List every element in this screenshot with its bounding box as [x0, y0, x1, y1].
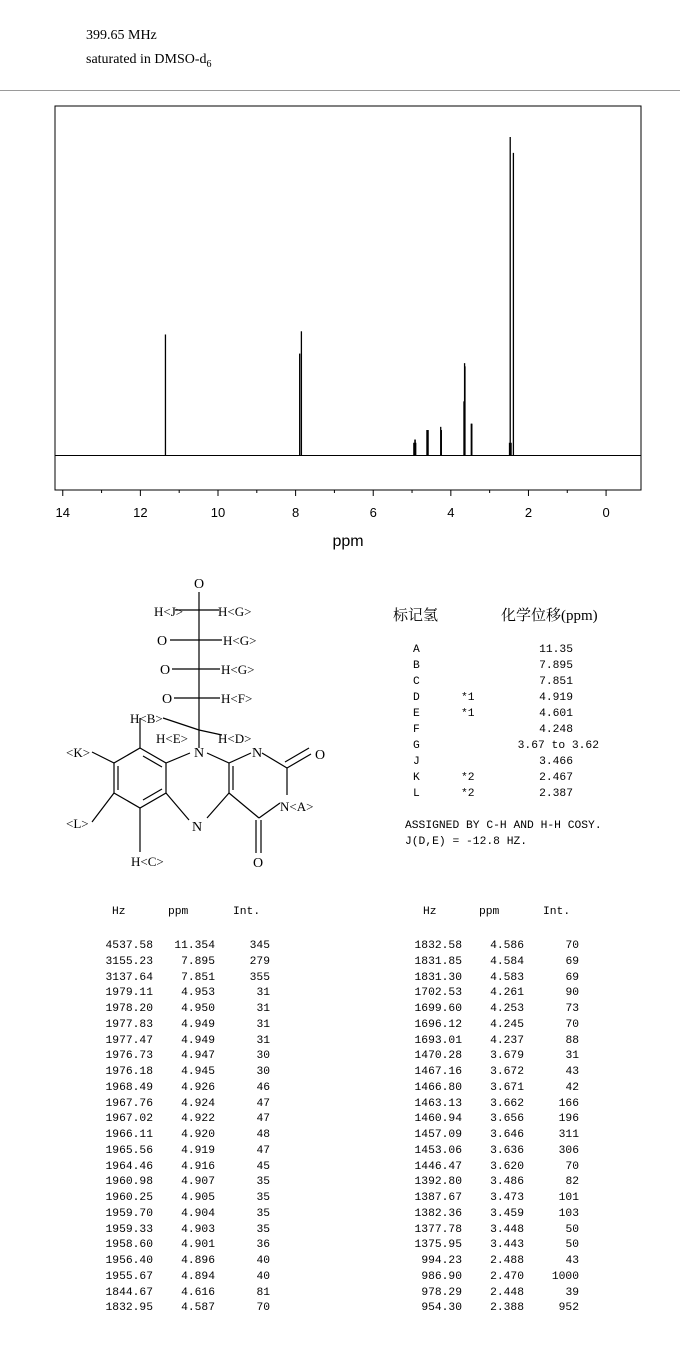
table-row — [0, 1271, 680, 1286]
col-ppm-left: ppm — [168, 906, 189, 918]
cell-ppm: 3.443 — [490, 1239, 524, 1252]
cell-hz: 1831.85 — [414, 955, 462, 968]
cell-ppm: 7.895 — [181, 955, 215, 968]
cell-int: 103 — [558, 1207, 579, 1220]
cell-hz: 1977.83 — [105, 1018, 153, 1031]
cell-int: 196 — [558, 1113, 579, 1126]
table-row — [0, 1066, 680, 1081]
assignment-label: A — [413, 644, 420, 656]
table-row — [0, 972, 680, 987]
cell-ppm: 4.894 — [181, 1270, 215, 1283]
cell-hz: 1832.58 — [414, 940, 462, 952]
cell-int: 81 — [256, 1286, 270, 1299]
cell-ppm: 3.620 — [490, 1160, 524, 1173]
cell-ppm: 2.448 — [490, 1286, 524, 1299]
assignment-table — [393, 604, 673, 848]
cell-ppm: 4.922 — [181, 1113, 215, 1126]
assignment-note-2: J(D,E) = -12.8 HZ. — [405, 836, 528, 848]
x-tick-label: 12 — [133, 505, 148, 520]
cell-hz: 1457.09 — [414, 1129, 462, 1141]
peak-table-header — [0, 906, 680, 921]
cell-ppm: 4.953 — [181, 987, 215, 1000]
assignment-header-label: 标记氢 — [393, 608, 439, 624]
assignment-shift: 3.67 to 3.62 — [517, 740, 599, 752]
assignment-note: *2 — [461, 788, 475, 800]
cell-hz: 1470.28 — [414, 1050, 462, 1063]
table-row — [0, 1050, 680, 1065]
cell-hz: 1832.95 — [105, 1302, 153, 1315]
x-tick-label: 0 — [602, 505, 610, 520]
atom-o-c2: O — [314, 748, 326, 763]
assignment-label: D — [413, 692, 420, 704]
cell-ppm: 4.587 — [181, 1302, 215, 1315]
cell-hz: 1387.67 — [414, 1192, 462, 1204]
cell-hz: 1966.11 — [105, 1129, 153, 1141]
table-row — [0, 1082, 680, 1097]
cell-ppm: 3.486 — [490, 1176, 524, 1189]
cell-hz: 1693.01 — [414, 1034, 462, 1047]
cell-ppm: 4.919 — [181, 1144, 215, 1157]
cell-ppm: 4.945 — [181, 1066, 215, 1078]
label-l: <L> — [66, 816, 89, 831]
cell-hz: 1968.49 — [105, 1081, 153, 1094]
label-h-e: H<E> — [156, 731, 188, 746]
x-tick-label: 14 — [55, 505, 70, 520]
cell-hz: 1967.76 — [105, 1097, 153, 1110]
table-row — [0, 1302, 680, 1317]
atom-o-2: O — [159, 663, 171, 678]
plot-frame — [55, 106, 641, 490]
cell-ppm: 3.672 — [490, 1066, 524, 1078]
label-k: <K> — [66, 745, 91, 760]
assignment-shift: 2.467 — [539, 772, 573, 784]
atom-n10: N — [193, 746, 205, 761]
cell-ppm: 4.949 — [181, 1034, 215, 1047]
cell-int: 40 — [256, 1270, 270, 1283]
table-row — [0, 1161, 680, 1176]
cell-int: 306 — [558, 1144, 579, 1157]
cell-ppm: 4.584 — [490, 955, 524, 968]
cell-hz: 1959.33 — [105, 1223, 153, 1236]
cell-ppm: 4.896 — [181, 1255, 215, 1267]
assignment-header — [393, 604, 673, 628]
cell-int: 311 — [558, 1129, 579, 1141]
assignment-label: K — [413, 772, 420, 784]
cell-ppm: 3.448 — [490, 1223, 524, 1236]
atom-n5: N — [191, 820, 203, 835]
atom-o-c4: O — [252, 856, 264, 871]
cell-int: 48 — [256, 1129, 270, 1141]
assignment-shift: 3.466 — [539, 756, 573, 768]
assignment-row — [393, 788, 673, 804]
cell-int: 42 — [565, 1081, 579, 1094]
cell-ppm: 4.926 — [181, 1081, 215, 1094]
cell-int: 70 — [565, 1160, 579, 1173]
cell-hz: 1460.94 — [414, 1113, 462, 1126]
cell-hz: 986.90 — [421, 1270, 462, 1283]
cell-hz: 1979.11 — [105, 987, 153, 1000]
x-axis-label: ppm — [332, 533, 364, 550]
cell-int: 46 — [256, 1081, 270, 1094]
table-row — [0, 1287, 680, 1302]
cell-ppm: 4.949 — [181, 1018, 215, 1031]
spectrum-header — [86, 24, 212, 77]
table-row — [0, 1098, 680, 1113]
assignment-shift: 11.35 — [539, 644, 573, 656]
assignment-row — [393, 708, 673, 724]
label-h-c: H<C> — [131, 854, 164, 869]
cell-int: 88 — [565, 1034, 579, 1047]
cell-ppm: 4.253 — [490, 1003, 524, 1015]
cell-hz: 1976.73 — [105, 1050, 153, 1063]
cell-ppm: 4.245 — [490, 1018, 524, 1031]
cell-int: 39 — [565, 1286, 579, 1299]
cell-int: 70 — [565, 1018, 579, 1031]
cell-int: 69 — [565, 955, 579, 968]
assignment-row — [393, 756, 673, 772]
cell-int: 82 — [565, 1176, 579, 1189]
peak-table — [0, 906, 680, 1346]
cell-hz: 994.23 — [421, 1255, 462, 1267]
cell-int: 90 — [565, 987, 579, 1000]
cell-int: 47 — [256, 1097, 270, 1110]
assignment-shift: 7.851 — [539, 676, 573, 688]
cell-int: 35 — [256, 1192, 270, 1204]
label-h-d: H<D> — [218, 731, 252, 746]
x-tick-label: 6 — [369, 505, 377, 520]
cell-int: 31 — [256, 1003, 270, 1015]
atom-n1: N — [251, 746, 263, 761]
table-row — [0, 956, 680, 971]
label-h-f: H<F> — [221, 691, 253, 706]
cell-int: 35 — [256, 1176, 270, 1189]
cell-ppm: 4.901 — [181, 1239, 215, 1252]
cell-hz: 4537.58 — [105, 940, 153, 952]
cell-ppm: 4.616 — [181, 1286, 215, 1299]
table-row — [0, 1145, 680, 1160]
cell-hz: 1977.47 — [105, 1034, 153, 1047]
assignment-row — [393, 644, 673, 660]
cell-hz: 1965.56 — [105, 1144, 153, 1157]
cell-ppm: 4.586 — [490, 940, 524, 952]
atom-o-1: O — [156, 634, 168, 649]
cell-ppm: 4.237 — [490, 1034, 524, 1047]
cell-hz: 1377.78 — [414, 1223, 462, 1236]
cell-hz: 1831.30 — [414, 971, 462, 984]
cell-ppm: 4.583 — [490, 971, 524, 984]
cell-int: 43 — [565, 1066, 579, 1078]
cell-ppm: 3.473 — [490, 1192, 524, 1204]
cell-int: 952 — [558, 1302, 579, 1315]
atom-o-3: O — [161, 692, 173, 707]
cell-ppm: 4.903 — [181, 1223, 215, 1236]
cell-ppm: 2.470 — [490, 1270, 524, 1283]
cell-int: 31 — [256, 1018, 270, 1031]
assignment-label: C — [413, 676, 420, 688]
cell-ppm: 3.671 — [490, 1081, 524, 1094]
cell-hz: 1976.18 — [105, 1066, 153, 1078]
x-axis-ticks — [56, 490, 610, 520]
cell-int: 31 — [256, 1034, 270, 1047]
table-row — [0, 1176, 680, 1191]
cell-ppm: 4.924 — [181, 1097, 215, 1110]
cell-hz: 1375.95 — [414, 1239, 462, 1252]
table-row — [0, 1224, 680, 1239]
cell-int: 47 — [256, 1144, 270, 1157]
cell-int: 355 — [249, 971, 270, 984]
cell-int: 50 — [565, 1223, 579, 1236]
cell-int: 166 — [558, 1097, 579, 1110]
cell-hz: 3155.23 — [105, 955, 153, 968]
assignment-row — [393, 692, 673, 708]
col-ppm-right: ppm — [479, 906, 500, 918]
cell-hz: 1959.70 — [105, 1207, 153, 1220]
cell-ppm: 4.916 — [181, 1160, 215, 1173]
cell-int: 70 — [565, 940, 579, 952]
cell-ppm: 3.662 — [490, 1097, 524, 1110]
cell-ppm: 3.679 — [490, 1050, 524, 1063]
cell-hz: 1466.80 — [414, 1081, 462, 1094]
nmr-spectrum-chart — [0, 100, 680, 560]
cell-hz: 1696.12 — [414, 1018, 462, 1031]
cell-int: 345 — [249, 940, 270, 952]
cell-int: 40 — [256, 1255, 270, 1267]
assignment-note: *1 — [461, 708, 475, 720]
cell-int: 30 — [256, 1066, 270, 1078]
label-n-a: N<A> — [280, 799, 314, 814]
label-h-j: H<J> — [154, 604, 184, 619]
assignment-shift: 4.601 — [539, 708, 573, 720]
assignment-label: B — [413, 660, 420, 672]
cell-hz: 1964.46 — [105, 1160, 153, 1173]
table-row — [0, 1035, 680, 1050]
cell-hz: 1453.06 — [414, 1144, 462, 1157]
x-tick-label: 4 — [447, 505, 455, 520]
solvent-label: saturated in DMSO-$d_6$ — [86, 52, 212, 70]
table-row — [0, 1019, 680, 1034]
cell-ppm: 4.261 — [490, 987, 524, 1000]
col-int-right: Int. — [543, 906, 571, 918]
cell-ppm: 2.388 — [490, 1302, 524, 1315]
assignment-row — [393, 772, 673, 788]
table-row — [0, 1192, 680, 1207]
cell-ppm: 7.851 — [181, 971, 215, 984]
x-tick-label: 2 — [524, 505, 533, 520]
cell-int: 279 — [249, 955, 270, 968]
cell-ppm: 2.488 — [490, 1255, 524, 1267]
assignment-shift: 2.387 — [539, 788, 573, 800]
molecule-structure — [60, 570, 360, 880]
cell-hz: 1382.36 — [414, 1207, 462, 1220]
cell-int: 43 — [565, 1255, 579, 1267]
cell-hz: 1392.80 — [414, 1176, 462, 1189]
assignment-label: E — [413, 708, 420, 720]
assignment-row — [393, 740, 673, 756]
assignment-row — [393, 724, 673, 740]
col-hz-right: Hz — [423, 906, 437, 918]
cell-ppm: 4.907 — [181, 1176, 215, 1189]
cell-int: 35 — [256, 1223, 270, 1236]
assignment-shift: 4.919 — [539, 692, 573, 704]
cell-int: 73 — [565, 1003, 579, 1015]
cell-hz: 1463.13 — [414, 1097, 462, 1110]
table-row — [0, 1129, 680, 1144]
assignment-rows — [393, 644, 673, 809]
assignment-row — [393, 676, 673, 692]
assignment-label: J — [413, 756, 420, 768]
cell-hz: 1967.02 — [105, 1113, 153, 1126]
assignment-row — [393, 660, 673, 676]
assignment-label: F — [413, 724, 420, 736]
cell-int: 50 — [565, 1239, 579, 1252]
table-row — [0, 1239, 680, 1254]
cell-int: 35 — [256, 1207, 270, 1220]
assignment-note: *2 — [461, 772, 475, 784]
col-int-left: Int. — [233, 906, 261, 918]
assignment-shift: 4.248 — [539, 724, 573, 736]
bonds — [92, 592, 314, 853]
cell-int: 36 — [256, 1239, 270, 1252]
cell-hz: 1699.60 — [414, 1003, 462, 1015]
cell-ppm: 4.920 — [181, 1129, 215, 1141]
table-row — [0, 1113, 680, 1128]
atom-o-top: O — [193, 577, 205, 592]
assignment-header-shift: 化学位移(ppm) — [501, 608, 598, 624]
cell-int: 45 — [256, 1160, 270, 1173]
cell-hz: 1958.60 — [105, 1239, 153, 1252]
cell-hz: 1702.53 — [414, 987, 462, 1000]
cell-ppm: 3.459 — [490, 1207, 524, 1220]
cell-hz: 1978.20 — [105, 1003, 153, 1015]
cell-hz: 954.30 — [421, 1302, 462, 1315]
cell-ppm: 4.947 — [181, 1050, 215, 1063]
label-h-g2: H<G> — [223, 633, 257, 648]
x-tick-label: 10 — [210, 505, 226, 520]
header-divider — [0, 90, 680, 91]
cell-ppm: 3.636 — [490, 1144, 524, 1157]
assignment-shift: 7.895 — [539, 660, 573, 672]
cell-hz: 1960.98 — [105, 1176, 153, 1189]
label-h-g1: H<G> — [218, 604, 252, 619]
table-row — [0, 1003, 680, 1018]
cell-ppm: 4.905 — [181, 1192, 215, 1204]
assignment-note-1: ASSIGNED BY C-H AND H-H COSY. — [405, 820, 602, 832]
cell-hz: 1844.67 — [105, 1286, 153, 1299]
cell-ppm: 4.950 — [181, 1003, 215, 1015]
table-row — [0, 1208, 680, 1223]
cell-int: 31 — [565, 1050, 579, 1063]
cell-hz: 1446.47 — [414, 1160, 462, 1173]
label-h-b: H<B> — [130, 711, 163, 726]
cell-int: 70 — [256, 1302, 270, 1315]
cell-ppm: 4.904 — [181, 1207, 215, 1220]
assignment-label: G — [413, 740, 420, 752]
frequency-label: 399.65 MHz — [86, 28, 157, 43]
x-tick-label: 8 — [291, 505, 300, 520]
assignment-note: *1 — [461, 692, 475, 704]
cell-hz: 1956.40 — [105, 1255, 153, 1267]
cell-hz: 1960.25 — [105, 1192, 153, 1204]
cell-int: 69 — [565, 971, 579, 984]
cell-ppm: 3.656 — [490, 1113, 524, 1126]
table-row — [0, 940, 680, 955]
cell-ppm: 11.354 — [174, 940, 215, 952]
table-row — [0, 1255, 680, 1270]
col-hz-left: Hz — [112, 906, 126, 918]
cell-int: 31 — [256, 987, 270, 1000]
label-h-g3: H<G> — [221, 662, 255, 677]
assignment-label: L — [413, 788, 420, 800]
table-row — [0, 987, 680, 1002]
cell-int: 47 — [256, 1113, 270, 1126]
cell-hz: 1955.67 — [105, 1270, 153, 1283]
cell-int: 30 — [256, 1050, 270, 1063]
cell-int: 1000 — [551, 1270, 579, 1283]
cell-hz: 1467.16 — [414, 1066, 462, 1078]
cell-ppm: 3.646 — [490, 1129, 524, 1141]
cell-hz: 978.29 — [421, 1286, 462, 1299]
peak-series — [165, 137, 513, 456]
cell-int: 101 — [558, 1192, 579, 1204]
cell-hz: 3137.64 — [105, 971, 153, 984]
